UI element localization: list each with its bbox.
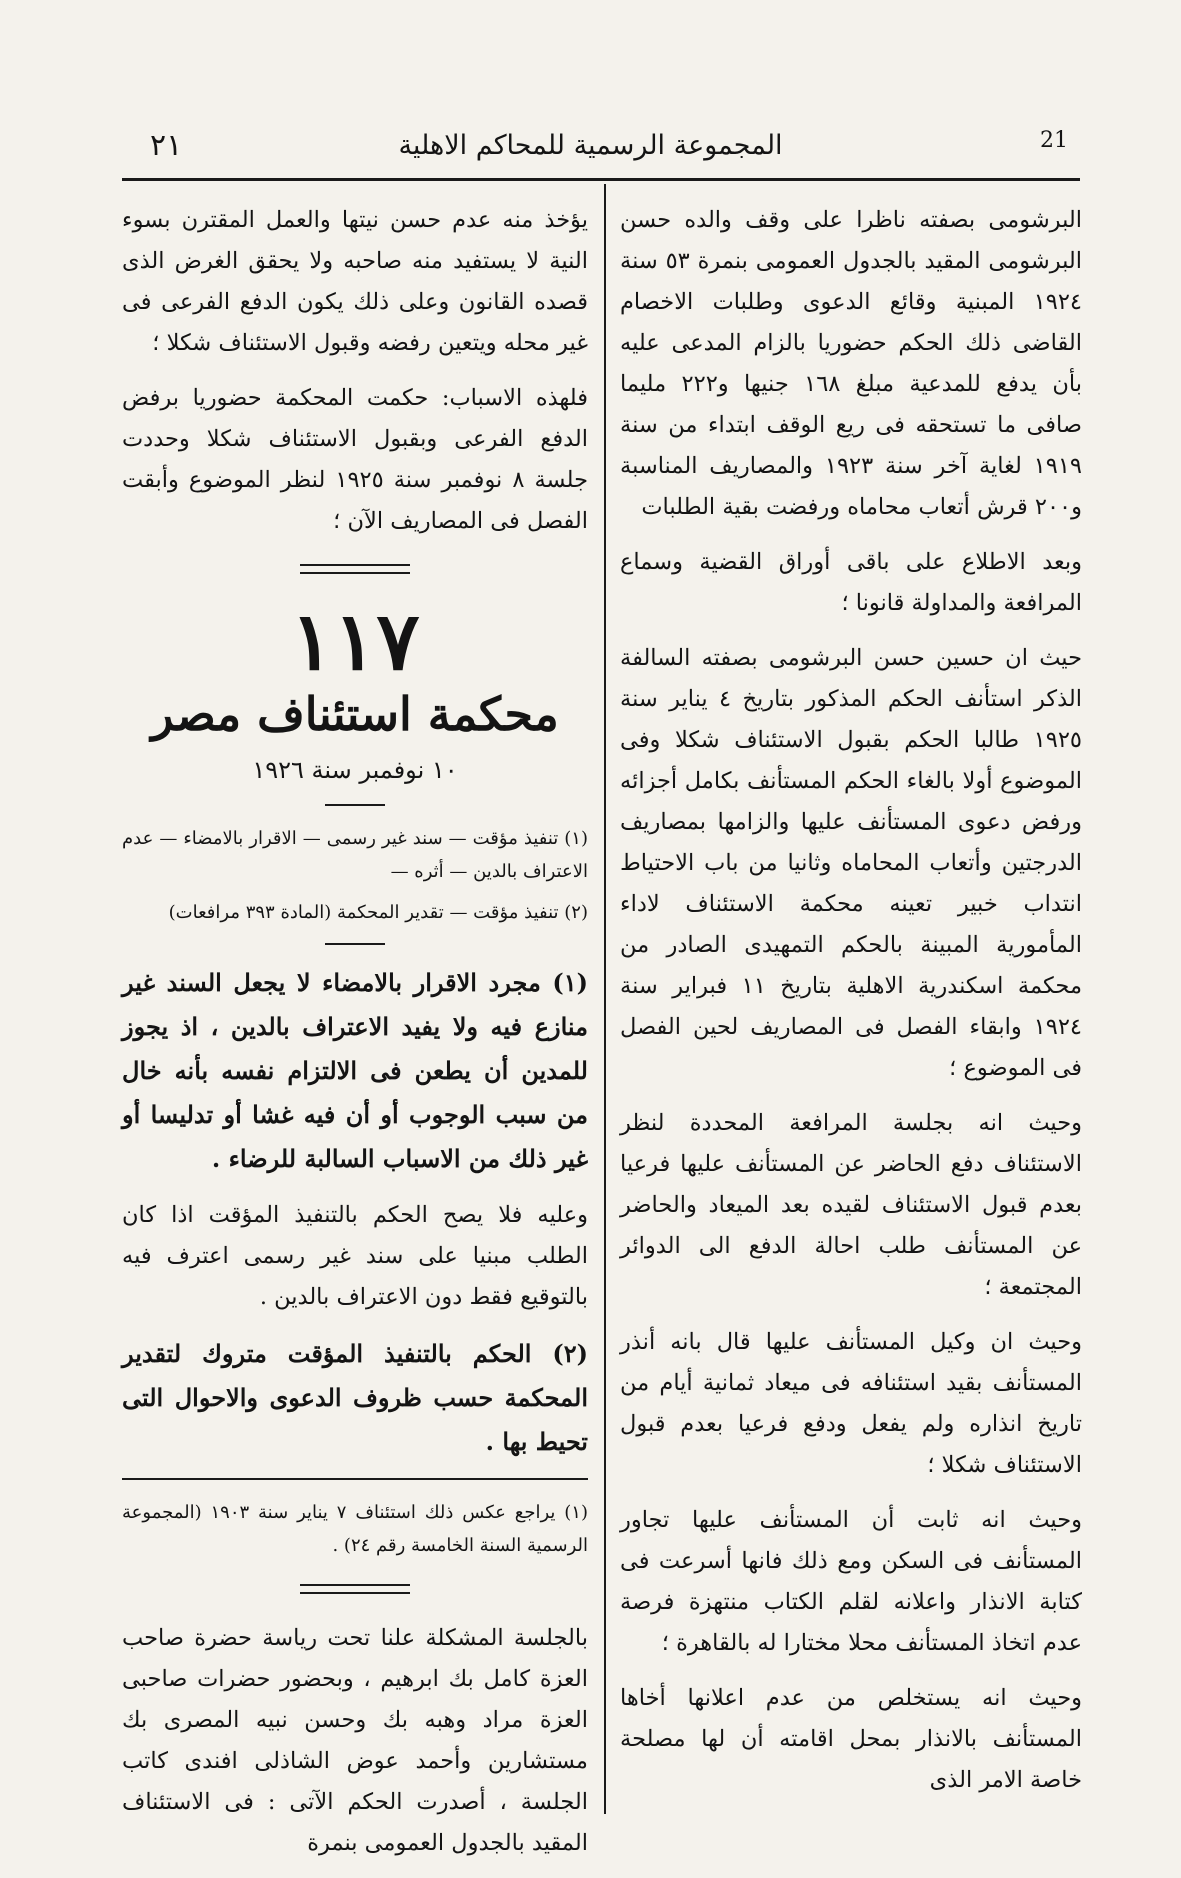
holding-2: (٢) الحكم بالتنفيذ المؤقت متروك لتقدير المحكمة حسب ظروف الدعوى والاحوال التى تحيط بها . xyxy=(122,1339,588,1456)
page-number-latin: 21 xyxy=(1040,128,1068,153)
summary-1: (١) تنفيذ مؤقت — سند غير رسمى — الاقرار بالامضاء — عدم الاعتراف بالدين — أثره — xyxy=(122,828,588,882)
right-paragraph-1: البرشومى بصفته ناظرا على وقف والده حسن البرشومى المقيد بالجدول العمومى بنمرة ٥٣ سنة ١٩٢٤ المبنية وقائع الدعوى وطلبات الاخصام القاضى ذلك الحكم حضوريا بالزام المدعى عليه بأن يدفع للمدعية مبلغ ١٦٨ جنيها و٢٢٢ مليما صافى ما تستحقه فى ريع الوقف ابتداء من سنة ١٩١٩ لغاية آخر سنة ١٩٢٣ والمصاريف المناسبة و٢٠٠ قرش أتعاب محاماه ورفضت بقية الطلبات xyxy=(620,207,1083,520)
left-paragraph-2: فلهذه الاسباب: حكمت المحكمة حضوريا برفض الدفع الفرعى وبقبول الاستئناف شكلا وحددت جلسة ٨ نوفمبر سنة ١٩٢٥ لنظر الموضوع وأبقت الفصل فى المصاريف الآن ؛ xyxy=(122,385,588,534)
left-column xyxy=(122,200,588,1878)
column-divider xyxy=(604,184,606,1814)
summary-2: (٢) تنفيذ مؤقت — تقدير المحكمة (المادة ٣٩٣ مرافعات) xyxy=(168,902,588,923)
footnote: (١) يراجع عكس ذلك استئناف ٧ يناير سنة ١٩٠٣ (المجموعة الرسمية السنة الخامسة رقم ٢٤) . xyxy=(122,1502,588,1556)
page-number-arabic: ٢١ xyxy=(150,128,183,163)
case-date: ١٠ نوفمبر سنة ١٩٢٦ xyxy=(252,756,458,784)
holding-note: وعليه فلا يصح الحكم بالتنفيذ المؤقت اذا كان الطلب مبنيا على سند غير رسمى اعترف فيه بالتوقيع فقط دون الاعتراف بالدين . xyxy=(122,1202,588,1310)
section-separator xyxy=(300,564,410,574)
left-paragraph-1: يؤخذ منه عدم حسن نيتها والعمل المقترن بسوء النية لا يستفيد منه صاحبه ولا يحقق الغرض الذى قصده القانون وعلى ذلك يكون الدفع الفرعى فى غير محله ويتعين رفضه وقبول الاستئناف شكلا ؛ xyxy=(122,207,588,356)
court-name: محكمة استئناف مصر xyxy=(151,687,559,741)
case-number: ١١٧ xyxy=(290,594,420,688)
running-title: المجموعة الرسمية للمحاكم الاهلية xyxy=(398,130,783,161)
right-paragraph-3: حيث ان حسين حسن البرشومى بصفته السالفة الذكر استأنف الحكم المذكور بتاريخ ٤ يناير سنة ١٩٢٥ طالبا الحكم بقبول الاستئناف شكلا وفى الموضوع أولا بالغاء الحكم المستأنف بكامل أجزائه ورفض دعوى المستأنف عليها والزامها بمصاريف الدرجتين وأتعاب المحاماه وثانيا من باب الاحتياط انتداب خبير تعينه محكمة الاستئناف لاداء المأمورية المبينة بالحكم التمهيدى الصادر من محكمة اسكندرية الاهلية بتاريخ ١١ فبراير سنة ١٩٢٤ وابقاء الفصل فى المصاريف لحين الفصل فى الموضوع ؛ xyxy=(620,645,1083,1081)
right-paragraph-7: وحيث انه يستخلص من عدم اعلانها أخاها المستأنف بالانذار بمحل اقامته أن لها مصلحة خاصة الامر الذى xyxy=(620,1685,1082,1793)
session-paragraph: بالجلسة المشكلة علنا تحت رياسة حضرة صاحب العزة كامل بك ابرهيم ، وبحضور حضرات صاحبى العزة مراد وهبه بك وحسن نبيه المصرى بك مستشارين وأحمد عوض الشاذلى افندى كاتب الجلسة ، أصدرت الحكم الآتى : فى الاستئناف المقيد بالجدول العمومى بنمرة xyxy=(122,1625,588,1856)
session-separator xyxy=(300,1584,410,1594)
summary-rule xyxy=(325,943,385,945)
holding-1: (١) مجرد الاقرار بالامضاء لا يجعل السند غير منازع فيه ولا يفيد الاعتراف بالدين ، اذ يجوز للمدين أن يطعن فى الالتزام نفسه بأنه خال من سبب الوجوب أو أن فيه غشا أو تدليسا أو غير ذلك من الاسباب السالبة للرضاء . xyxy=(122,968,588,1173)
header-rule xyxy=(122,178,1080,181)
right-paragraph-4: وحيث انه بجلسة المرافعة المحددة لنظر الاستئناف دفع الحاضر عن المستأنف عليها فرعيا بعدم قبول الاستئناف لقيده بعد الميعاد والحاضر عن المستأنف طلب احالة الدفع الى الدوائر المجتمعة ؛ xyxy=(620,1110,1082,1300)
footnote-rule xyxy=(122,1478,588,1480)
right-paragraph-5: وحيث ان وكيل المستأنف عليها قال بانه أنذر المستأنف بقيد استئنافه فى ميعاد ثمانية أيام من تاريخ انذاره ولم يفعل ودفع فرعيا بعدم قبول الاستئناف شكلا ؛ xyxy=(620,1329,1082,1478)
right-column xyxy=(620,200,1082,1815)
right-paragraph-6: وحيث انه ثابت أن المستأنف عليها تجاور المستأنف فى السكن ومع ذلك فانها أسرعت فى كتابة الانذار واعلانه لقلم الكتاب منتهزة فرصة عدم اتخاذ المستأنف محلا مختارا له بالقاهرة ؛ xyxy=(620,1507,1082,1656)
date-rule xyxy=(325,804,385,806)
right-paragraph-2: وبعد الاطلاع على باقى أوراق القضية وسماع المرافعة والمداولة قانونا ؛ xyxy=(620,549,1082,616)
